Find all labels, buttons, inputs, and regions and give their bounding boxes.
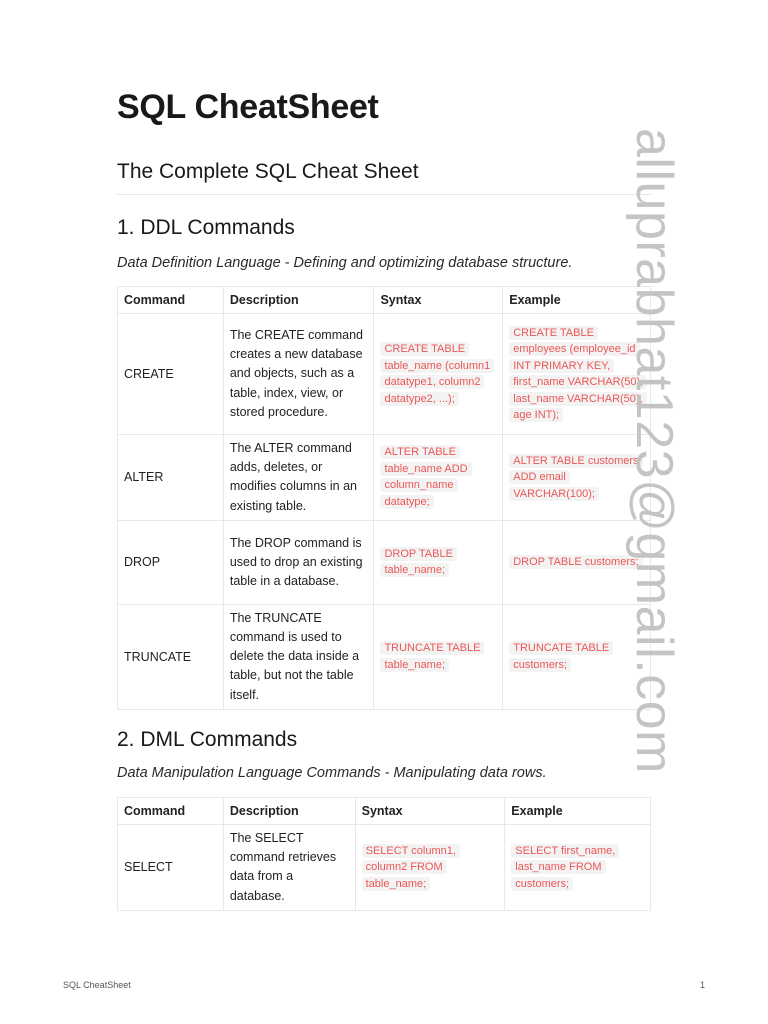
table-row (118, 825, 651, 911)
ddl-description: Data Definition Language - Defining and optimizing database structure. (117, 255, 573, 271)
column-header-command: Command (118, 287, 224, 314)
command-cell: SELECT (118, 825, 224, 911)
column-header-syntax: Syntax (374, 287, 503, 314)
syntax-cell (374, 435, 503, 521)
syntax-code: DROP TABLE table_name; (380, 547, 456, 578)
column-header-syntax: Syntax (355, 798, 505, 825)
command-cell: DROP (118, 520, 224, 604)
column-header-example: Example (505, 798, 651, 825)
description-cell: The CREATE command creates a new database and objects, such as a table, index, view, or stored procedure. (223, 314, 374, 435)
syntax-code: CREATE TABLE table_name (column1 datatype1, column2 datatype2, ...); (380, 342, 494, 406)
example-cell (505, 825, 651, 911)
description-cell: The TRUNCATE command is used to delete the data inside a table, but not the table itself. (223, 604, 374, 709)
ddl-heading: 1. DDL Commands (117, 216, 295, 239)
example-code: SELECT first_name, last_name FROM customers; (511, 844, 619, 891)
command-cell: ALTER (118, 435, 224, 521)
table-header-row (118, 287, 651, 314)
footer-title: SQL CheatSheet (63, 980, 131, 990)
command-cell: TRUNCATE (118, 604, 224, 709)
page-number: 1 (700, 980, 706, 990)
example-code: ALTER TABLE customers ADD email VARCHAR(100); (509, 454, 642, 501)
page-subtitle: The Complete SQL Cheat Sheet (117, 160, 419, 183)
syntax-code: ALTER TABLE table_name ADD column_name datatype; (380, 445, 471, 509)
syntax-cell (374, 520, 503, 604)
column-header-example: Example (503, 287, 651, 314)
syntax-code: SELECT column1, column2 FROM table_name; (362, 844, 460, 891)
table-row (118, 314, 651, 435)
page-title: SQL CheatSheet (117, 88, 379, 126)
subtitle-divider (117, 194, 651, 195)
example-code: CREATE TABLE employees (employee_id INT PRIMARY KEY, first_name VARCHAR(50), last_name VARCHAR(50), age INT); (509, 326, 647, 423)
syntax-cell (374, 604, 503, 709)
description-cell: The SELECT command retrieves data from a database. (223, 825, 355, 911)
column-header-description: Description (223, 798, 355, 825)
column-header-command: Command (118, 798, 224, 825)
syntax-code: TRUNCATE TABLE table_name; (380, 641, 484, 672)
ddl-table (117, 286, 651, 710)
example-code: TRUNCATE TABLE customers; (509, 641, 613, 672)
syntax-cell (374, 314, 503, 435)
syntax-cell (355, 825, 505, 911)
table-row (118, 604, 651, 709)
table-row (118, 435, 651, 521)
dml-table (117, 797, 651, 911)
description-cell: The ALTER command adds, deletes, or modifies columns in an existing table. (223, 435, 374, 521)
dml-heading: 2. DML Commands (117, 728, 298, 751)
command-cell: CREATE (118, 314, 224, 435)
table-row (118, 520, 651, 604)
dml-description: Data Manipulation Language Commands - Manipulating data rows. (117, 765, 547, 781)
column-header-description: Description (223, 287, 374, 314)
table-header-row (118, 798, 651, 825)
example-code: DROP TABLE customers; (509, 555, 642, 569)
description-cell: The DROP command is used to drop an existing table in a database. (223, 520, 374, 604)
email-watermark: alluprabhat123@gmail.com (625, 128, 683, 774)
